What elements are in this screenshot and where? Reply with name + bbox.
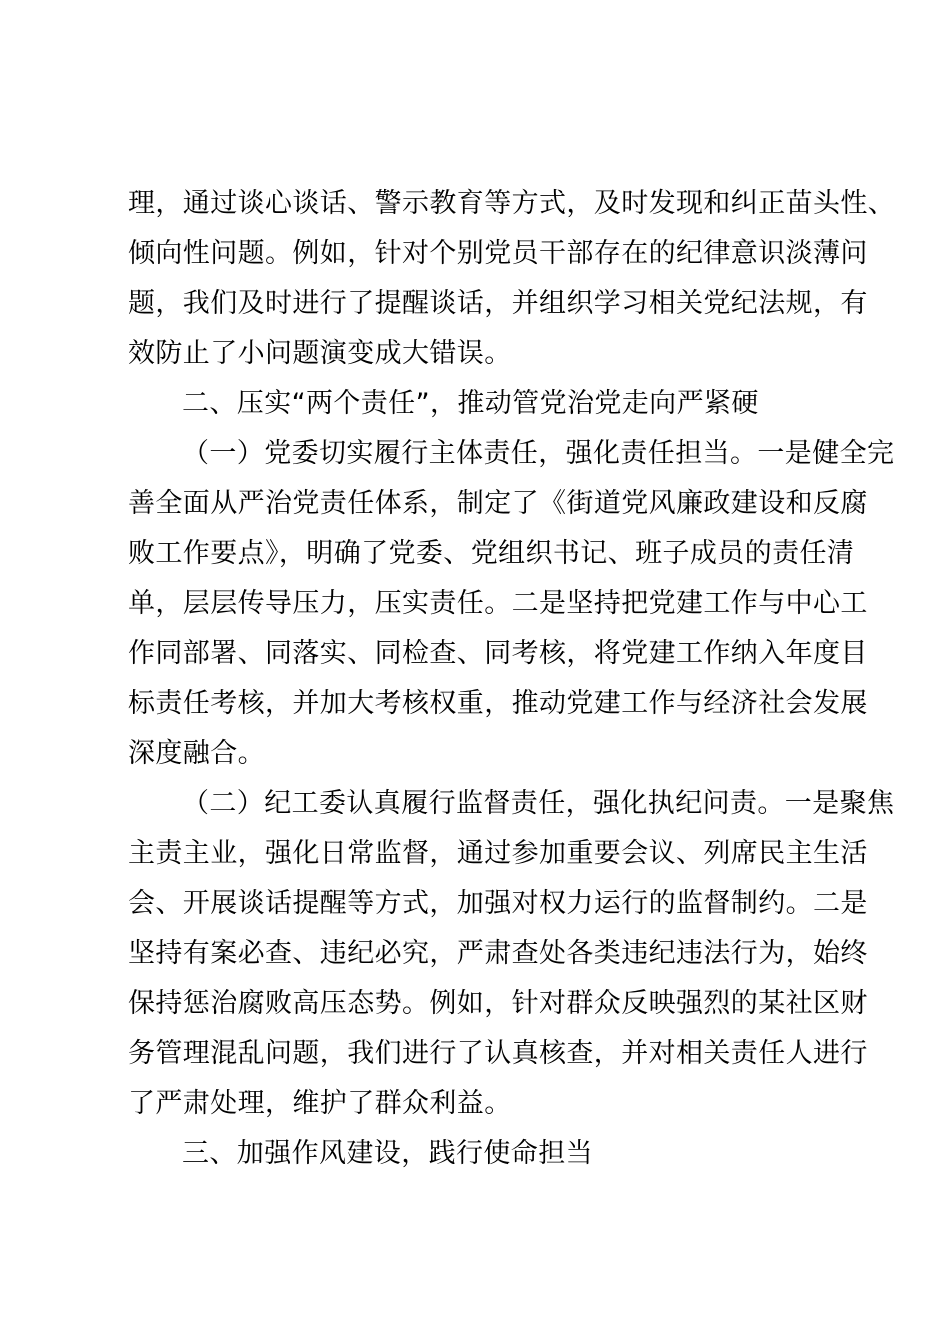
text-line: 标责任考核，并加大考核权重，推动党建工作与经济社会发展: [128, 688, 868, 719]
text-line: 善全面从严治党责任体系，制定了《街道党风廉政建设和反腐: [128, 488, 868, 519]
section-heading: [128, 1129, 834, 1179]
text-line: 务管理混乱问题，我们进行了认真核查，并对相关责任人进行: [128, 1038, 868, 1069]
text-line: 坚持有案必查、违纪必究，严肃查处各类违纪违法行为，始终: [128, 938, 868, 969]
body-paragraph: [128, 429, 895, 779]
text-line: 深度融合。: [128, 738, 265, 769]
text-line: 会、开展谈话提醒等方式，加强对权力运行的监督制约。二是: [128, 888, 868, 919]
text-line: （二）纪工委认真履行监督责任，强化执纪问责。一是聚焦: [182, 788, 895, 819]
text-line: 了严肃处理，维护了群众利益。: [128, 1088, 512, 1119]
document-page: [128, 179, 896, 1179]
text-line: 倾向性问题。例如，针对个别党员干部存在的纪律意识淡薄问: [128, 238, 868, 269]
text-line: 理，通过谈心谈话、警示教育等方式，及时发现和纠正苗头性、: [128, 188, 896, 219]
text-line: 效防止了小问题演变成大错误。: [128, 338, 512, 369]
text-line: 题，我们及时进行了提醒谈话，并组织学习相关党纪法规，有: [128, 288, 868, 319]
text-line: 主责主业，强化日常监督，通过参加重要会议、列席民主生活: [128, 838, 868, 869]
section-heading: [128, 379, 834, 429]
body-paragraph: [128, 779, 895, 1129]
text-line: 单，层层传导压力，压实责任。二是坚持把党建工作与中心工: [128, 588, 868, 619]
text-line: 作同部署、同落实、同检查、同考核，将党建工作纳入年度目: [128, 638, 868, 669]
body-paragraph: [128, 179, 896, 379]
text-line: （一）党委切实履行主体责任，强化责任担当。一是健全完: [182, 438, 895, 469]
text-line: 保持惩治腐败高压态势。例如，针对群众反映强烈的某社区财: [128, 988, 868, 1019]
heading-line: 二、压实“两个责任”，推动管党治党走向严紧硬: [182, 388, 759, 419]
text-line: 败工作要点》，明确了党委、党组织书记、班子成员的责任清: [128, 538, 855, 569]
heading-line: 三、加强作风建设，践行使命担当: [182, 1138, 593, 1169]
